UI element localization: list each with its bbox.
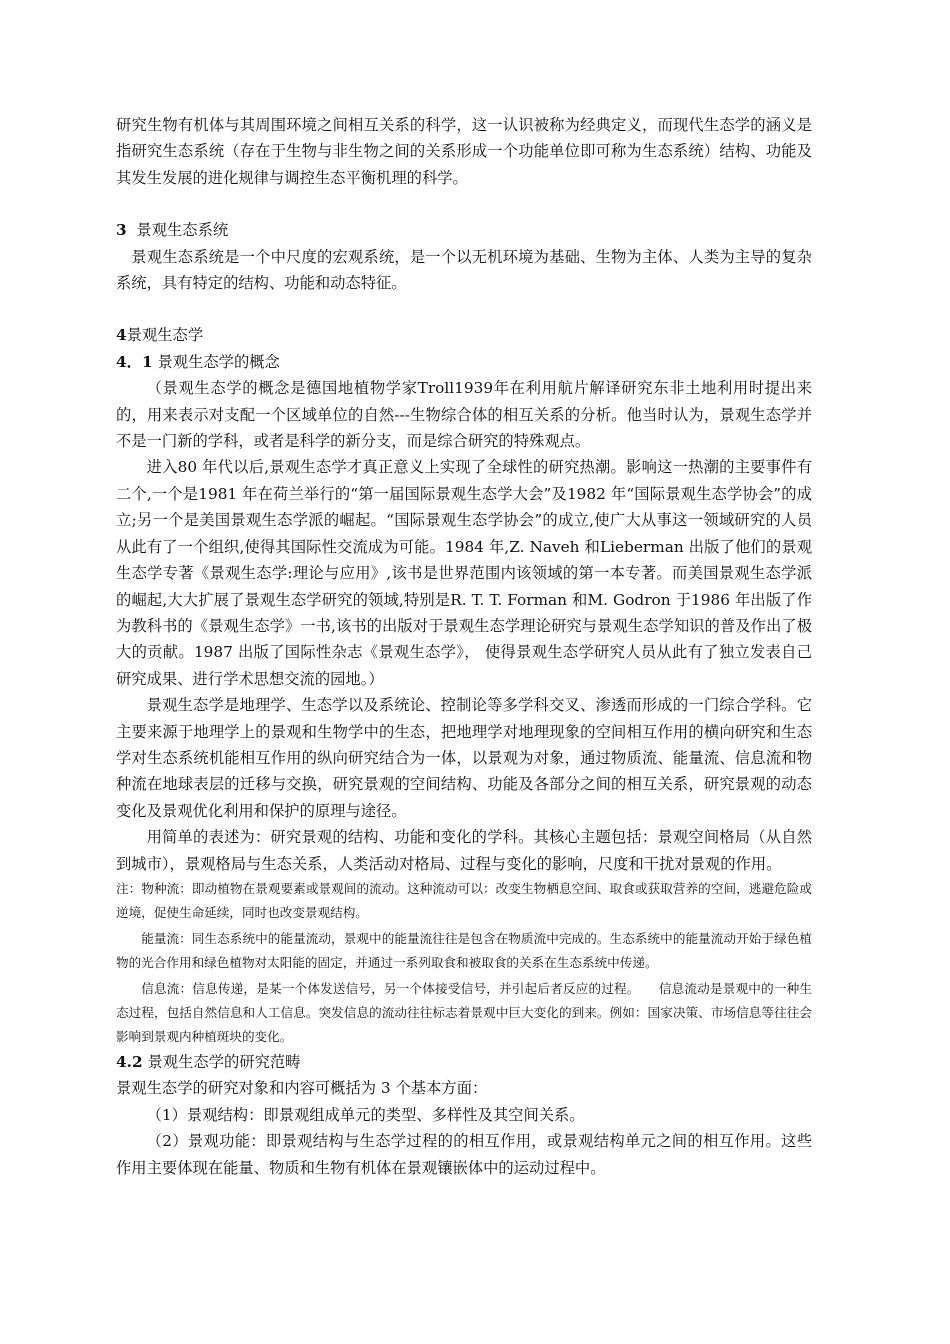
section-4-2-item-1: （1）景观结构：即景观组成单元的类型、多样性及其空间关系。 (146, 1105, 585, 1124)
section-4-1-paragraph-2: 进入80 年代以后,景观生态学才真正意义上实现了全球性的研究热潮。影响这一热潮的主要事件有二个,一个是1981 年在荷兰举行的“第一届国际景观生态学大会”及1982 年“国际景观生态学协会”的成立;另一个是美国景观生态学派的崛起。“国际景观生态学协会”的成立,使广大从事这一领域研究的人员从此有了一个组织,使得其国际性交流成为可能。1984 年,Z. Naveh 和Lieberman 出版了他们的景观生态学专著《景观生态学:理论与应用》,该书是世界范围内该领域的第一本专著。而美国景观生态学派的崛起,大大扩展了景观生态学研究的领域,特别是R. T. T. Forman 和M. Godron 于1986 年出版了作为教科书的《景观生态学》一书,该书的出版对于景观生态学理论研究与景观生态学知识的普及作出了极大的贡献。1987 出版了国际性杂志《景观生态学》， 使得景观生态学研究人员从此有了独立发表自己研究成果、进行学术思想交流的园地。） (116, 458, 812, 688)
section-4-1-paragraph-3: 景观生态学是地理学、生态学以及系统论、控制论等多学科交叉、渗透而形成的一门综合学科。它主要来源于地理学上的景观和生物学中的生态，把地理学对地理现象的空间相互作用的横向研究和生态学对生态系统机能相互作用的纵向研究结合为一体，以景观为对象，通过物质流、能量流、信息流和物种流在地球表层的迁移与交换，研究景观的空间结构、功能及各部分之间的相互关系，研究景观的动态变化及景观优化利用和保护的原理与途径。 (116, 696, 812, 820)
section-4-number: 4 (116, 326, 127, 345)
section-4-2-title: 景观生态学的研究范畴 (147, 1052, 301, 1071)
section-4-heading (116, 322, 812, 348)
section-3-title: 景观生态系统 (136, 221, 229, 240)
section-4-2-paragraph: 景观生态学的研究对象和内容可概括为 3 个基本方面： (116, 1079, 488, 1098)
section-4-1-title: 景观生态学的概念 (157, 352, 280, 371)
section-3-number: 3 (116, 221, 127, 240)
section-4-1-paragraph-4: 用简单的表述为：研究景观的结构、功能和变化的学科。其核心主题包括：景观空间格局（从自然到城市），景观格局与生态关系，人类活动对格局、过程与变化的影响，尺度和干扰对景观的作用。 (116, 828, 812, 873)
section-4-1-paragraph-1: （景观生态学的概念是德国地植物学家Troll1939年在利用航片解译研究东非土地利用时提出来的，用来表示对支配一个区域单位的自然---生物综合体的相互关系的分析。他当时认为，景观生态学并不是一门新的学科，或者是科学的新分支，而是综合研究的特殊观点。 (116, 379, 812, 451)
section-4-2-number: 4.2 (116, 1052, 143, 1071)
section-4-2-heading (116, 1049, 812, 1075)
section-4-2-item-2: （2）景观功能：即景观结构与生态学过程的的相互作用，或景观结构单元之间的相互作用。这些作用主要体现在能量、物质和生物有机体在景观镶嵌体中的运动过程中。 (116, 1132, 812, 1177)
intro-paragraph: 研究生物有机体与其周围环境之间相互关系的科学，这一认识被称为经典定义，而现代生态学的涵义是指研究生态系统（存在于生物与非生物之间的关系形成一个功能单位即可称为生态系统）结构、功能及其发生发展的进化规律与调控生态平衡机理的科学。 (116, 116, 812, 187)
note-information-flow: 信息流：信息传递，是某一个体发送信号，另一个体接受信号，并引起后者反应的过程。 信息流动是景观中的一种生态过程，包括自然信息和人工信息。突发信息的流动往往标志着景观中巨大变化的到来。例如：国家决策、市场信息等往往会影响到景观内种植斑块的变化。 (116, 980, 812, 1044)
section-3-paragraph: 景观生态系统是一个中尺度的宏观系统，是一个以无机环境为基础、生物为主体、人类为主导的复杂系统，具有特定的结构、功能和动态特征。 (116, 247, 812, 293)
section-4-title: 景观生态学 (126, 326, 204, 345)
section-4-1-number: 4．1 (116, 352, 153, 371)
section-3-heading (116, 217, 812, 243)
note-energy-flow: 能量流：同生态系统中的能量流动，景观中的能量流往往是包含在物质流中完成的。生态系统中的能量流动开始于绿色植物的光合作用和绿色植物对太阳能的固定，并通过一系列取食和被取食的关系在生态系统中传递。 (116, 930, 812, 970)
note-species-flow: 注：物种流：即动植物在景观要素或景观间的流动。这种流动可以：改变生物栖息空间、取食或获取营养的空间，逃避危险或逆境，促使生命延续，同时也改变景观结构。 (116, 880, 812, 920)
section-4-1-heading (116, 349, 812, 375)
document-page (116, 112, 812, 1181)
